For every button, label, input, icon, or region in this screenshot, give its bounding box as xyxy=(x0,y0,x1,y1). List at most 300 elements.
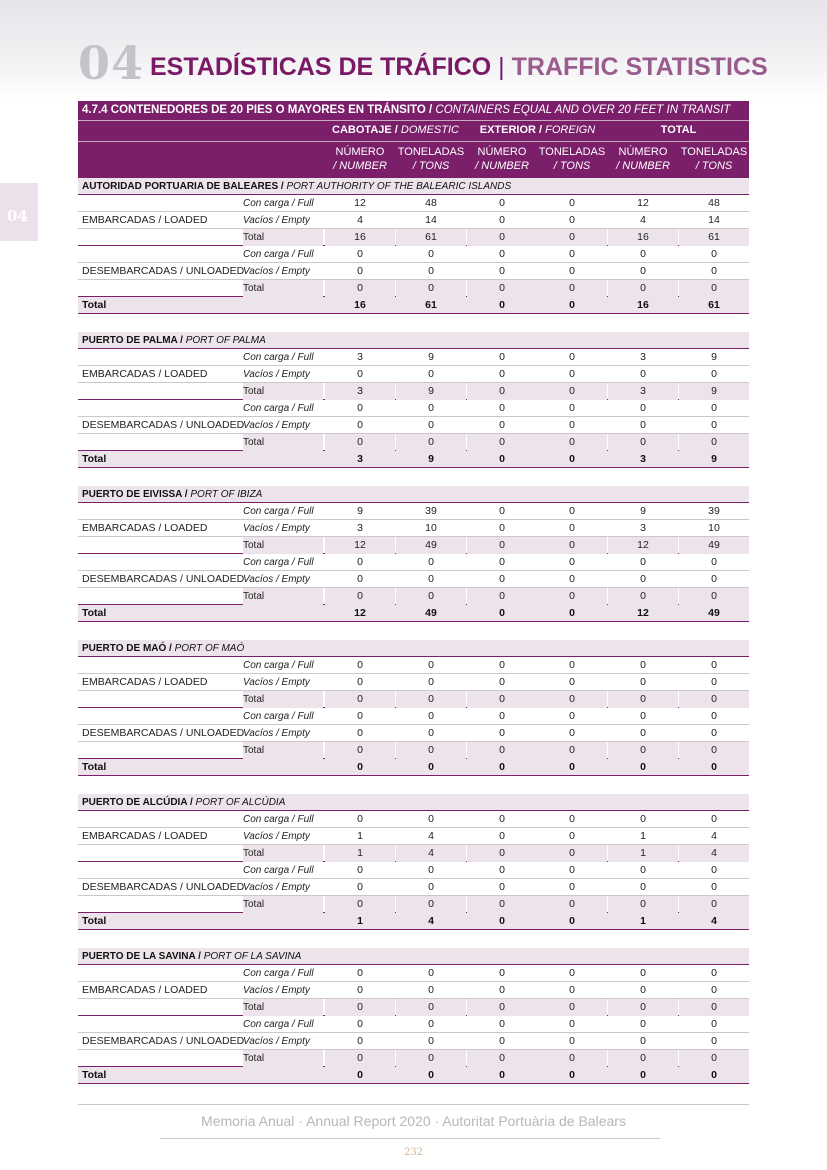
row-label-empty: Vacíos / Empty xyxy=(243,985,310,996)
cell-value: 0 xyxy=(569,368,575,380)
cell-value: 0 xyxy=(428,1018,434,1030)
table-row xyxy=(78,588,749,605)
total-value: 1 xyxy=(640,915,646,927)
cell-value: 0 xyxy=(428,710,434,722)
loaded-label: EMBARCADAS / LOADED xyxy=(82,522,208,534)
row-label-total: Total xyxy=(243,383,323,400)
section-title xyxy=(78,640,749,657)
row-label-total: Total xyxy=(243,1050,323,1067)
total-value: 1 xyxy=(357,915,363,927)
row-label-full: Con carga / Full xyxy=(243,249,314,260)
column-header-en: / NUMBER xyxy=(475,160,529,172)
section-total-label: Total xyxy=(82,607,107,619)
cell-value: 9 xyxy=(357,505,363,517)
total-value: 0 xyxy=(357,1069,363,1081)
cell-value: 0 xyxy=(711,864,717,876)
cell-value: 0 xyxy=(467,691,537,708)
cell-value: 0 xyxy=(428,265,434,277)
row-label-empty: Vacíos / Empty xyxy=(243,215,310,226)
total-value: 16 xyxy=(354,299,366,311)
cell-value: 0 xyxy=(640,967,646,979)
cell-value: 0 xyxy=(467,383,537,400)
cell-value: 0 xyxy=(569,248,575,260)
cell-value: 0 xyxy=(428,248,434,260)
section-total-row xyxy=(78,759,749,776)
cell-value: 0 xyxy=(467,434,537,451)
section-total-row xyxy=(78,451,749,468)
row-label-empty: Vacíos / Empty xyxy=(243,420,310,431)
cell-value: 0 xyxy=(428,727,434,739)
column-header-es: TONELADAS xyxy=(397,146,465,158)
cell-value: 0 xyxy=(325,742,395,759)
section-total-label: Total xyxy=(82,453,107,465)
cell-value: 1 xyxy=(608,845,678,862)
section-name-es: PUERTO DE EIVISSA / xyxy=(82,489,188,500)
cell-value: 0 xyxy=(569,676,575,688)
cell-value: 0 xyxy=(537,896,607,913)
total-value: 0 xyxy=(640,1069,646,1081)
table-row xyxy=(78,383,749,400)
cell-value: 0 xyxy=(396,434,466,451)
column-group-0 xyxy=(325,121,466,140)
total-value: 4 xyxy=(711,915,717,927)
cell-value: 0 xyxy=(357,676,363,688)
table-row xyxy=(78,708,749,725)
section-spacer xyxy=(78,468,749,486)
unloaded-label: DESEMBARCADAS / UNLOADED xyxy=(82,881,245,893)
section-total-row xyxy=(78,605,749,622)
column-header-en: / TONS xyxy=(553,160,591,172)
cell-value: 9 xyxy=(396,383,466,400)
cell-value: 3 xyxy=(357,351,363,363)
cell-value: 0 xyxy=(679,691,749,708)
total-value: 0 xyxy=(640,761,646,773)
cell-value: 0 xyxy=(428,573,434,585)
cell-value: 14 xyxy=(708,214,720,226)
total-value: 0 xyxy=(499,915,505,927)
cell-value: 0 xyxy=(499,1018,505,1030)
cell-value: 0 xyxy=(711,1018,717,1030)
cell-value: 0 xyxy=(467,588,537,605)
cell-value: 0 xyxy=(499,505,505,517)
row-label-total: Total xyxy=(243,588,323,605)
loaded-block xyxy=(78,195,749,246)
table-row xyxy=(78,400,749,417)
cell-value: 0 xyxy=(679,280,749,297)
row-label-full: Con carga / Full xyxy=(243,865,314,876)
cell-value: 0 xyxy=(640,368,646,380)
cell-value: 0 xyxy=(396,1050,466,1067)
row-label-empty: Vacíos / Empty xyxy=(243,728,310,739)
cell-value: 0 xyxy=(569,813,575,825)
unloaded-label: DESEMBARCADAS / UNLOADED xyxy=(82,265,245,277)
loaded-block xyxy=(78,503,749,554)
row-label-total: Total xyxy=(243,742,323,759)
table-row xyxy=(78,742,749,759)
total-value: 0 xyxy=(569,453,575,465)
section-name-en: PORT AUTHORITY OF THE BALEARIC ISLANDS xyxy=(286,181,512,192)
cell-value: 0 xyxy=(499,813,505,825)
section-total-label: Total xyxy=(82,299,107,311)
cell-value: 0 xyxy=(396,280,466,297)
cell-value: 0 xyxy=(608,999,678,1016)
column-header-1 xyxy=(396,142,466,173)
cell-value: 0 xyxy=(608,896,678,913)
cell-value: 0 xyxy=(711,265,717,277)
row-label-full: Con carga / Full xyxy=(243,968,314,979)
cell-value: 0 xyxy=(640,881,646,893)
cell-value: 0 xyxy=(428,402,434,414)
total-value: 49 xyxy=(425,607,437,619)
cell-value: 0 xyxy=(537,383,607,400)
total-value: 0 xyxy=(428,761,434,773)
chapter-number: 04 xyxy=(78,36,145,90)
column-group-es: CABOTAJE / xyxy=(332,124,398,136)
footer-divider-short xyxy=(160,1138,660,1139)
total-value: 0 xyxy=(569,1069,575,1081)
table-row xyxy=(78,691,749,708)
cell-value: 0 xyxy=(569,265,575,277)
table-row xyxy=(78,195,749,212)
loaded-block xyxy=(78,657,749,708)
cell-value: 48 xyxy=(708,197,720,209)
footer-text: Memoria Anual · Annual Report 2020 · Autoritat Portuària de Balears xyxy=(201,1113,626,1129)
total-value: 0 xyxy=(569,607,575,619)
cell-value: 4 xyxy=(396,845,466,862)
cell-value: 0 xyxy=(569,659,575,671)
table-row xyxy=(78,845,749,862)
cell-value: 0 xyxy=(499,573,505,585)
table-caption xyxy=(78,101,749,120)
cell-value: 0 xyxy=(711,248,717,260)
cell-value: 0 xyxy=(537,588,607,605)
cell-value: 0 xyxy=(711,1035,717,1047)
unloaded-label: DESEMBARCADAS / UNLOADED xyxy=(82,727,245,739)
total-value: 0 xyxy=(569,761,575,773)
section-name-es: AUTORIDAD PORTUARIA DE BALEARES / xyxy=(82,181,284,192)
cell-value: 0 xyxy=(569,505,575,517)
row-label-empty: Vacíos / Empty xyxy=(243,831,310,842)
cell-value: 0 xyxy=(325,280,395,297)
cell-value: 0 xyxy=(428,659,434,671)
cell-value: 1 xyxy=(325,845,395,862)
cell-value: 0 xyxy=(569,573,575,585)
unloaded-block xyxy=(78,400,749,451)
total-value: 49 xyxy=(708,607,720,619)
unloaded-block xyxy=(78,246,749,297)
cell-value: 0 xyxy=(537,845,607,862)
cell-value: 0 xyxy=(711,727,717,739)
row-label-full: Con carga / Full xyxy=(243,814,314,825)
table-caption-es: 4.7.4 CONTENEDORES DE 20 PIES O MAYORES EN TRÁNSITO / xyxy=(82,104,433,116)
row-label-empty: Vacíos / Empty xyxy=(243,369,310,380)
cell-value: 0 xyxy=(428,556,434,568)
cell-value: 0 xyxy=(396,691,466,708)
cell-value: 0 xyxy=(569,351,575,363)
cell-value: 0 xyxy=(711,368,717,380)
cell-value: 49 xyxy=(396,537,466,554)
column-group-en: FOREIGN xyxy=(545,124,596,136)
column-group-1 xyxy=(467,121,608,140)
cell-value: 9 xyxy=(711,351,717,363)
loaded-block xyxy=(78,965,749,1016)
section-title xyxy=(78,794,749,811)
cell-value: 0 xyxy=(711,419,717,431)
cell-value: 0 xyxy=(608,280,678,297)
total-value: 0 xyxy=(428,1069,434,1081)
column-header-es: NÚMERO xyxy=(618,146,668,158)
column-group-header xyxy=(78,120,749,141)
cell-value: 39 xyxy=(708,505,720,517)
cell-value: 12 xyxy=(325,537,395,554)
unloaded-block xyxy=(78,554,749,605)
section-total-row xyxy=(78,913,749,930)
cell-value: 0 xyxy=(640,1018,646,1030)
cell-value: 0 xyxy=(499,881,505,893)
cell-value: 0 xyxy=(569,402,575,414)
cell-value: 0 xyxy=(357,1018,363,1030)
table-row xyxy=(78,434,749,451)
cell-value: 0 xyxy=(467,229,537,246)
cell-value: 0 xyxy=(640,248,646,260)
total-value: 0 xyxy=(499,761,505,773)
table-row xyxy=(78,1016,749,1033)
cell-value: 0 xyxy=(640,659,646,671)
cell-value: 0 xyxy=(325,1050,395,1067)
cell-value: 0 xyxy=(537,999,607,1016)
cell-value: 0 xyxy=(499,522,505,534)
cell-value: 3 xyxy=(640,351,646,363)
cell-value: 0 xyxy=(569,1018,575,1030)
cell-value: 0 xyxy=(357,248,363,260)
section-name-en: PORT OF LA SAVINA xyxy=(203,951,302,962)
cell-value: 0 xyxy=(640,1035,646,1047)
cell-value: 0 xyxy=(499,402,505,414)
section-title xyxy=(78,332,749,349)
cell-value: 0 xyxy=(537,280,607,297)
cell-value: 0 xyxy=(608,1050,678,1067)
section-spacer xyxy=(78,930,749,948)
cell-value: 0 xyxy=(357,727,363,739)
total-value: 3 xyxy=(640,453,646,465)
page-title-es: ESTADÍSTICAS DE TRÁFICO xyxy=(150,53,492,81)
column-header xyxy=(78,141,749,178)
section-spacer xyxy=(78,622,749,640)
column-group-es: TOTAL xyxy=(660,124,697,136)
cell-value: 0 xyxy=(325,588,395,605)
table-row xyxy=(78,999,749,1016)
cell-value: 4 xyxy=(679,845,749,862)
column-header-2 xyxy=(467,142,537,173)
cell-value: 14 xyxy=(425,214,437,226)
cell-value: 0 xyxy=(640,265,646,277)
cell-value: 0 xyxy=(357,710,363,722)
total-value: 4 xyxy=(428,915,434,927)
row-label-total: Total xyxy=(243,280,323,297)
row-label-full: Con carga / Full xyxy=(243,506,314,517)
cell-value: 0 xyxy=(499,419,505,431)
cell-value: 0 xyxy=(396,999,466,1016)
cell-value: 0 xyxy=(608,434,678,451)
cell-value: 0 xyxy=(467,742,537,759)
table-row xyxy=(78,657,749,674)
cell-value: 0 xyxy=(640,813,646,825)
cell-value: 0 xyxy=(537,434,607,451)
cell-value: 0 xyxy=(467,537,537,554)
cell-value: 12 xyxy=(608,537,678,554)
cell-value: 0 xyxy=(569,864,575,876)
total-value: 0 xyxy=(499,453,505,465)
cell-value: 0 xyxy=(711,984,717,996)
total-value: 12 xyxy=(637,607,649,619)
row-label-total: Total xyxy=(243,537,323,554)
row-label-empty: Vacíos / Empty xyxy=(243,677,310,688)
table-caption-en: CONTAINERS EQUAL AND OVER 20 FEET IN TRANSIT xyxy=(435,104,731,116)
cell-value: 0 xyxy=(499,676,505,688)
cell-value: 0 xyxy=(357,659,363,671)
row-label-full: Con carga / Full xyxy=(243,660,314,671)
loaded-label: EMBARCADAS / LOADED xyxy=(82,830,208,842)
cell-value: 0 xyxy=(428,676,434,688)
unloaded-block xyxy=(78,862,749,913)
column-header-4 xyxy=(608,142,678,173)
cell-value: 1 xyxy=(640,830,646,842)
cell-value: 0 xyxy=(357,967,363,979)
section-name-en: PORT OF PALMA xyxy=(185,335,266,346)
cell-value: 0 xyxy=(569,419,575,431)
total-value: 0 xyxy=(569,915,575,927)
table-row xyxy=(78,1050,749,1067)
cell-value: 0 xyxy=(428,419,434,431)
cell-value: 0 xyxy=(499,830,505,842)
cell-value: 0 xyxy=(569,830,575,842)
cell-value: 0 xyxy=(357,368,363,380)
cell-value: 0 xyxy=(428,864,434,876)
cell-value: 0 xyxy=(428,813,434,825)
column-header-en: / TONS xyxy=(695,160,733,172)
total-value: 3 xyxy=(357,453,363,465)
cell-value: 0 xyxy=(357,864,363,876)
cell-value: 10 xyxy=(708,522,720,534)
total-value: 0 xyxy=(499,299,505,311)
cell-value: 0 xyxy=(396,742,466,759)
cell-value: 0 xyxy=(499,556,505,568)
cell-value: 0 xyxy=(537,1050,607,1067)
cell-value: 0 xyxy=(640,710,646,722)
cell-value: 0 xyxy=(357,813,363,825)
loaded-label: EMBARCADAS / LOADED xyxy=(82,984,208,996)
section-total-row xyxy=(78,1067,749,1084)
cell-value: 0 xyxy=(467,1050,537,1067)
cell-value: 0 xyxy=(640,864,646,876)
cell-value: 39 xyxy=(425,505,437,517)
table-row xyxy=(78,246,749,263)
column-header-en: / NUMBER xyxy=(616,160,670,172)
total-value: 16 xyxy=(637,299,649,311)
cell-value: 0 xyxy=(569,522,575,534)
cell-value: 4 xyxy=(711,830,717,842)
cell-value: 9 xyxy=(428,351,434,363)
cell-value: 0 xyxy=(396,896,466,913)
column-header-es: NÚMERO xyxy=(335,146,385,158)
cell-value: 0 xyxy=(325,896,395,913)
cell-value: 0 xyxy=(357,556,363,568)
table-row xyxy=(78,349,749,366)
title-separator: | xyxy=(498,53,505,81)
row-label-empty: Vacíos / Empty xyxy=(243,574,310,585)
traffic-statistics-table xyxy=(78,101,749,1084)
unloaded-block xyxy=(78,1016,749,1067)
cell-value: 4 xyxy=(357,214,363,226)
cell-value: 0 xyxy=(396,588,466,605)
section-name-en: PORT OF ALCÚDIA xyxy=(195,797,286,808)
cell-value: 49 xyxy=(679,537,749,554)
total-value: 12 xyxy=(354,607,366,619)
table-row xyxy=(78,965,749,982)
page-title xyxy=(150,53,768,82)
cell-value: 0 xyxy=(499,659,505,671)
column-header-0 xyxy=(325,142,395,173)
cell-value: 0 xyxy=(569,710,575,722)
section-total-row xyxy=(78,297,749,314)
cell-value: 4 xyxy=(640,214,646,226)
cell-value: 0 xyxy=(711,573,717,585)
cell-value: 0 xyxy=(711,967,717,979)
cell-value: 0 xyxy=(499,864,505,876)
loaded-label: EMBARCADAS / LOADED xyxy=(82,368,208,380)
table-row xyxy=(78,862,749,879)
section-spacer xyxy=(78,314,749,332)
cell-value: 9 xyxy=(679,383,749,400)
cell-value: 0 xyxy=(711,402,717,414)
row-label-total: Total xyxy=(243,845,323,862)
section-spacer xyxy=(78,776,749,794)
cell-value: 0 xyxy=(428,984,434,996)
cell-value: 0 xyxy=(711,659,717,671)
row-label-full: Con carga / Full xyxy=(243,557,314,568)
cell-value: 0 xyxy=(569,984,575,996)
total-value: 0 xyxy=(357,761,363,773)
column-header-3 xyxy=(537,142,607,173)
unloaded-label: DESEMBARCADAS / UNLOADED xyxy=(82,573,245,585)
unloaded-label: DESEMBARCADAS / UNLOADED xyxy=(82,1035,245,1047)
column-header-es: TONELADAS xyxy=(680,146,748,158)
table-row xyxy=(78,896,749,913)
cell-value: 0 xyxy=(428,1035,434,1047)
cell-value: 0 xyxy=(569,881,575,893)
cell-value: 0 xyxy=(569,967,575,979)
section-title xyxy=(78,948,749,965)
cell-value: 0 xyxy=(711,556,717,568)
loaded-label: EMBARCADAS / LOADED xyxy=(82,676,208,688)
cell-value: 0 xyxy=(679,434,749,451)
table-row xyxy=(78,554,749,571)
cell-value: 0 xyxy=(640,984,646,996)
cell-value: 0 xyxy=(537,691,607,708)
cell-value: 0 xyxy=(679,1050,749,1067)
loaded-block xyxy=(78,811,749,862)
loaded-label: EMBARCADAS / LOADED xyxy=(82,214,208,226)
total-value: 0 xyxy=(711,1069,717,1081)
cell-value: 0 xyxy=(499,368,505,380)
cell-value: 0 xyxy=(640,573,646,585)
row-label-full: Con carga / Full xyxy=(243,711,314,722)
row-label-total: Total xyxy=(243,896,323,913)
cell-value: 0 xyxy=(357,984,363,996)
cell-value: 0 xyxy=(711,710,717,722)
cell-value: 61 xyxy=(396,229,466,246)
section-total-label: Total xyxy=(82,1069,107,1081)
